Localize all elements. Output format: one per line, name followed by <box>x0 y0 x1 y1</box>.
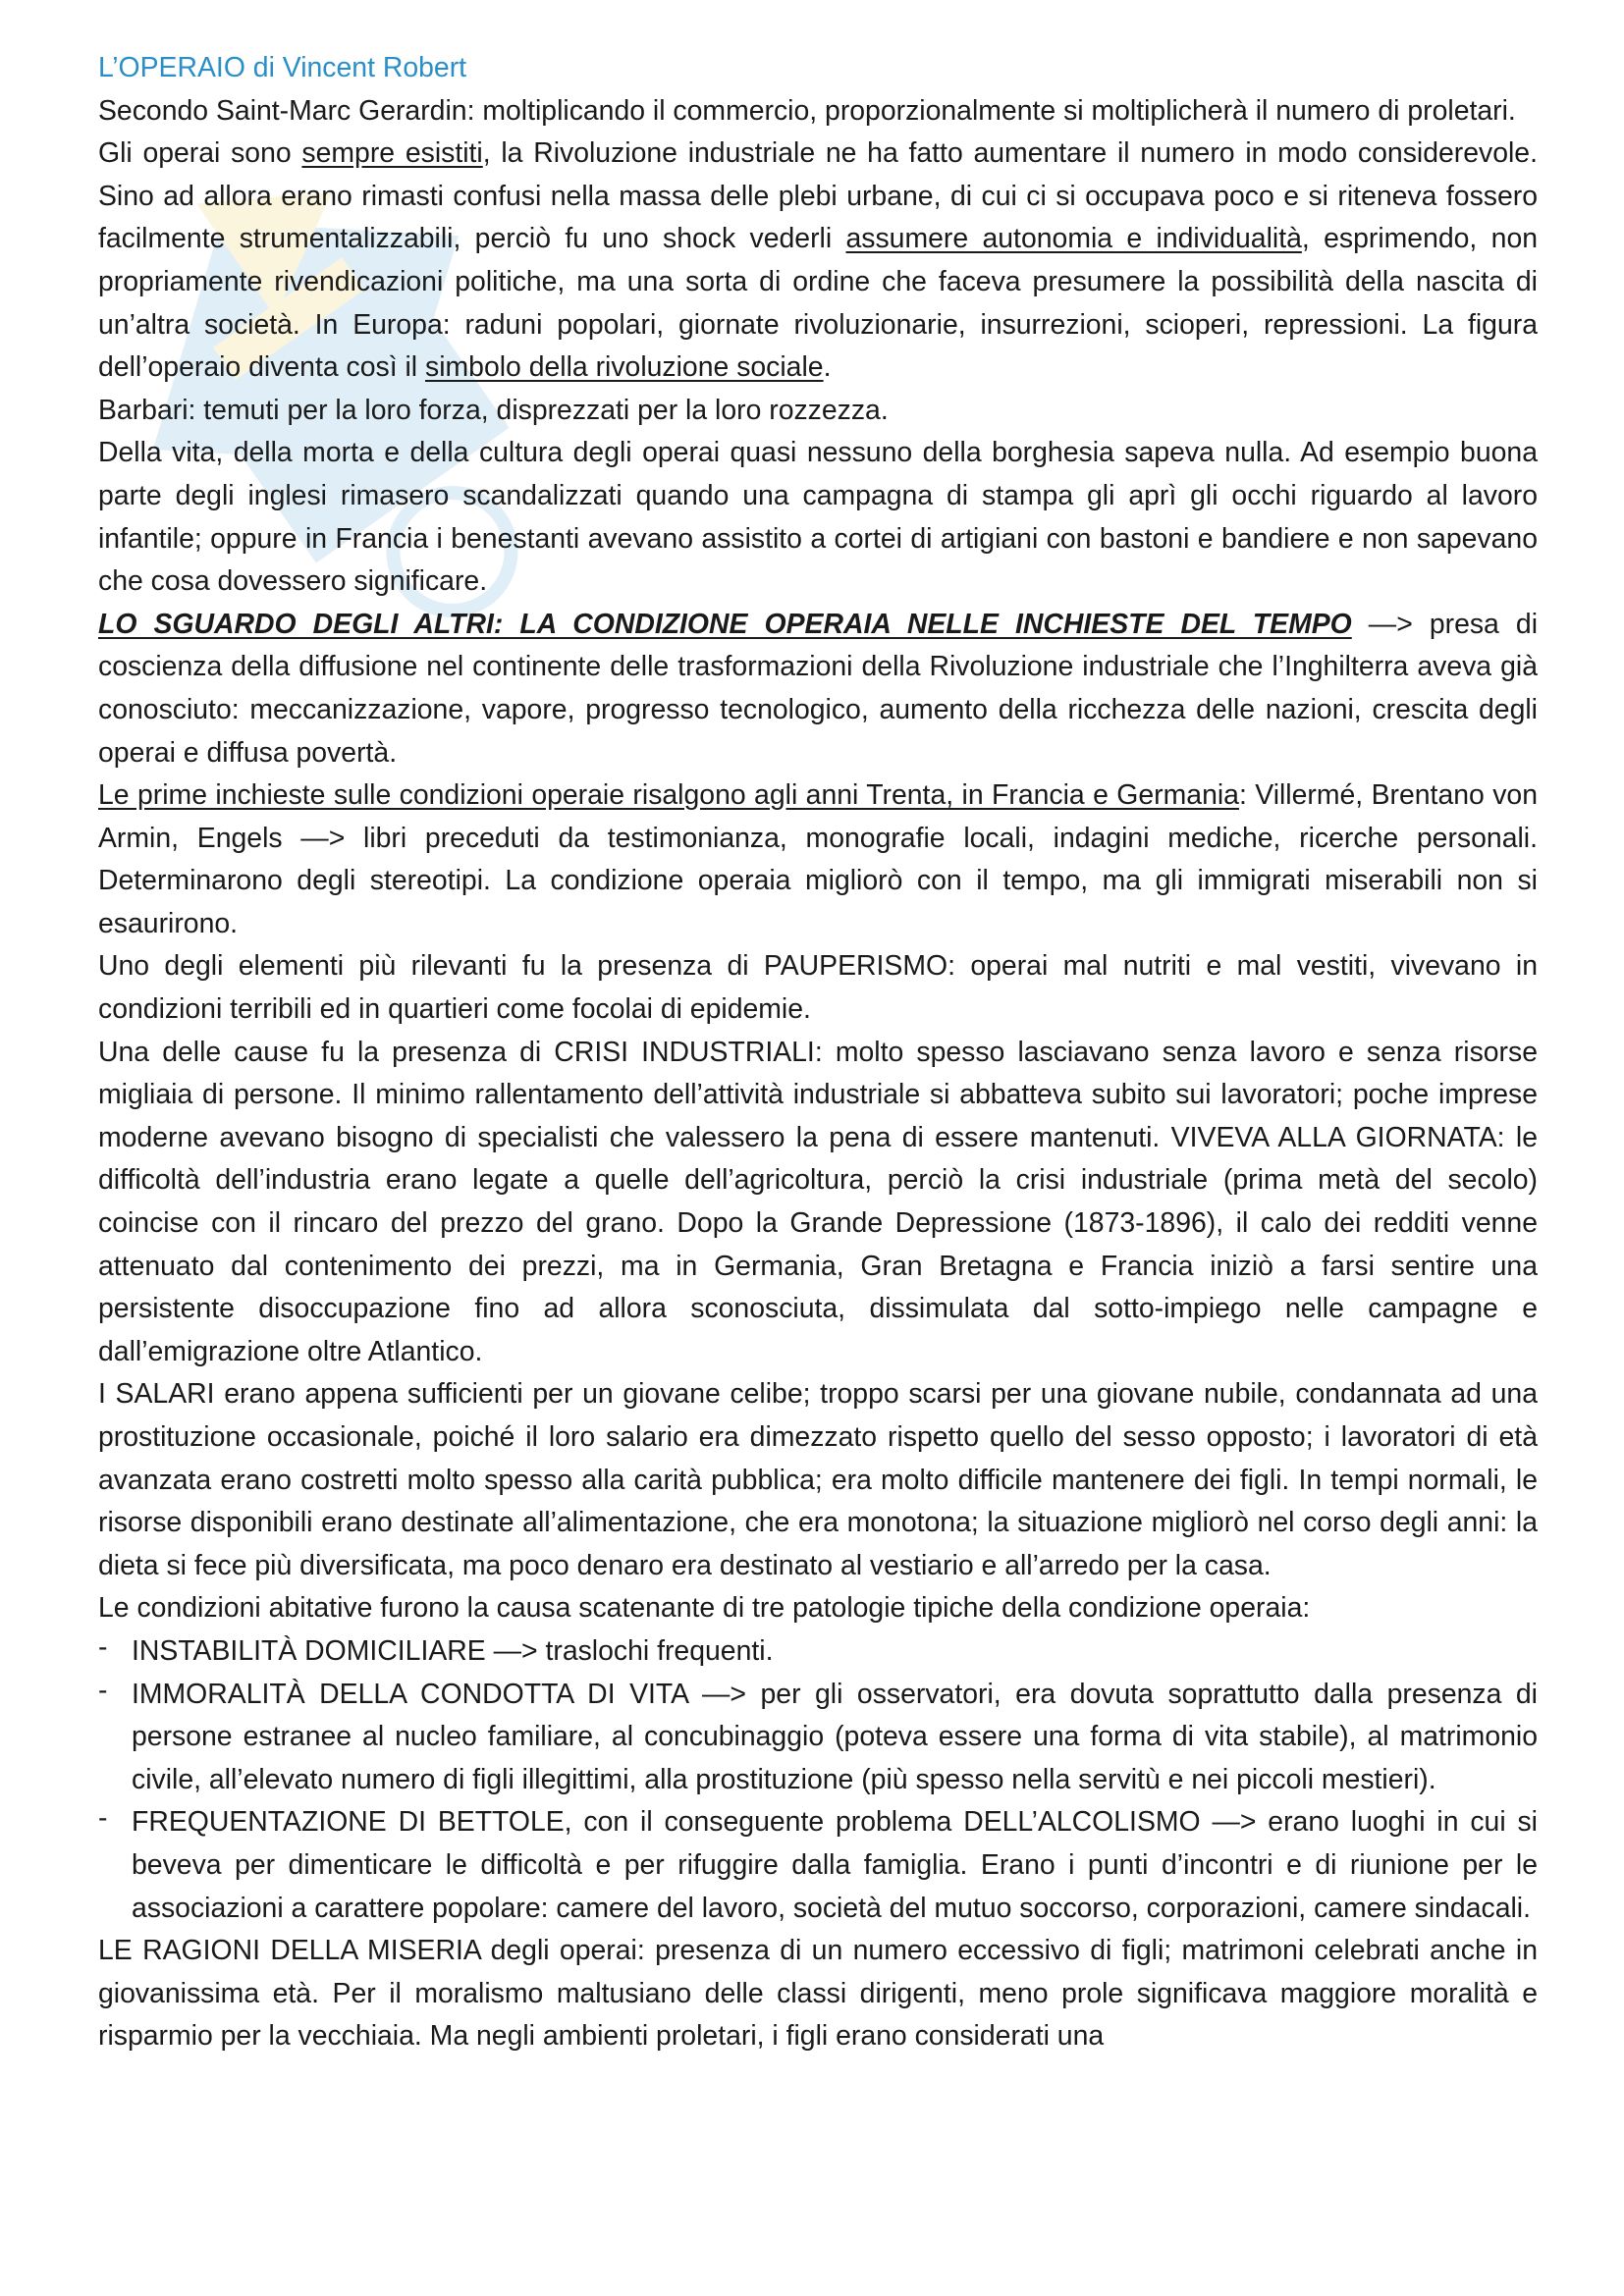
paragraph-8: Una delle cause fu la presenza di CRISI INDUSTRIALI: molto spesso lasciavano senza lavoro e senza risorse migliaia di persone. Il minimo rallentamento dell’attività industriale si abbatteva subito sui lavoratori; poche imprese moderne avevano bisogno di specialisti che valessero la pena di essere mantenuti. VIVEVA ALLA GIORNATA: le difficoltà dell’industria erano legate a quelle dell’agricoltura, perciò la crisi industriale (prima metà del secolo) coincise con il rincaro del prezzo del grano. Dopo la Grande Depressione (1873-1896), il calo dei redditi venne attenuato dal contenimento dei prezzi, ma in Germania, Gran Bretagna e Francia iniziò a farsi sentire una persistente disoccupazione fino ad allora sconosciuta, dissimulata dal sotto-impiego nelle campagne e dall’emigrazione oltre Atlantico. <box>98 1036 1538 1367</box>
pathology-list <box>98 1630 1538 1930</box>
section-heading: LO SGUARDO DEGLI ALTRI: LA CONDIZIONE OPERAIA NELLE INCHIESTE DEL TEMPO <box>98 608 1352 640</box>
list-item: - IMMORALITÀ DELLA CONDOTTA DI VITA —> per gli osservatori, era dovuta soprattutto dalla presenza di persone estranee al nucleo familiare, al concubinaggio (poteva essere una forma di vita stabile), al matrimonio civile, all’elevato numero di figli illegittimi, alla prostituzione (più spesso nella servitù e nei piccoli mestieri). <box>98 1674 1538 1802</box>
paragraph-6: Le prime inchieste sulle condizioni operaie risalgono agli anni Trenta, in Francia e Germania: Villermé, Brentano von Armin, Engels —> libri preceduti da testimonianza, monografie locali, indagini mediche, ricerche personali. Determinarono degli stereotipi. La condizione operaia migliorò con il tempo, ma gli immigrati miserabili non si esaurirono. <box>98 779 1539 939</box>
list-item: - FREQUENTAZIONE DI BETTOLE, con il conseguente problema DELL’ALCOLISMO —> erano luoghi in cui si beveva per dimenticare le difficoltà e per rifuggire dalla famiglia. Erano i punti d’incontri e di riunione per le associazioni a carattere popolare: camere del lavoro, società del mutuo soccorso, corporazioni, camere sindacali. <box>98 1801 1538 1930</box>
list-item: - INSTABILITÀ DOMICILIARE —> traslochi frequenti. <box>98 1630 1538 1674</box>
paragraph-2: Gli operai sono sempre esistiti, la Rivoluzione industriale ne ha fatto aumentare il numero in modo considerevole. Sino ad allora erano rimasti confusi nella massa delle plebi urbane, di cui ci si occupava poco e si riteneva fossero facilmente strumentalizzabili, perciò fu uno shock vederli assumere autonomia e individualità, esprimendo, non propriamente rivendicazioni politiche, ma una sorta di ordine che faceva presumere la possibilità della nascita di un’altra società. In Europa: raduni popolari, giornate rivoluzionarie, insurrezioni, scioperi, repressioni. La figura dell’operaio diventa così il simbolo della rivoluzione sociale. <box>98 137 1539 384</box>
paragraph-11: LE RAGIONI DELLA MISERIA degli operai: presenza di un numero eccessivo di figli; matrimoni celebrati anche in giovanissima età. Per il moralismo maltusiano delle classi dirigenti, meno prole significava maggiore moralità e risparmio per la vecchiaia. Ma negli ambienti proletari, i figli erano considerati una <box>98 1935 1538 2053</box>
paragraph-9: I SALARI erano appena sufficienti per un giovane celibe; troppo scarsi per una giovane nubile, condannata ad una prostituzione occasionale, poiché il loro salario era dimezzato rispetto quello del sesso opposto; i lavoratori di età avanzata erano costretti molto spesso alla carità pubblica; era molto difficile mantenere dei figli. In tempi normali, le risorse disponibili erano destinate all’alimentazione, che era monotona; la situazione migliorò nel corso degli anni: la dieta si fece più diversificata, ma poco denaro era destinato al vestiario e all’arredo per la casa. <box>98 1378 1538 1581</box>
paragraph-7: Uno degli elementi più rilevanti fu la presenza di PAUPERISMO: operai mal nutriti e mal vestiti, vivevano in condizioni terribili ed in quartieri come focolai di epidemie. <box>98 950 1538 1026</box>
paragraph-5: LO SGUARDO DEGLI ALTRI: LA CONDIZIONE OPERAIA NELLE INCHIESTE DEL TEMPO —> presa di coscienza della diffusione nel continente delle trasformazioni della Rivoluzione industriale che l’Inghilterra aveva già conosciuto: meccanizzazione, vapore, progresso tecnologico, aumento della ricchezza delle nazioni, crescita degli operai e diffusa povertà. <box>98 608 1539 769</box>
page-title: L’OPERAIO di Vincent Robert <box>98 52 467 83</box>
paragraph-10: Le condizioni abitative furono la causa scatenante di tre patologie tipiche della condizione operaia: <box>98 1592 1311 1625</box>
paragraph-3: Barbari: temuti per la loro forza, disprezzati per la loro rozzezza. <box>98 394 889 426</box>
paragraph-1: Secondo Saint-Marc Gerardin: moltiplicando il commercio, proporzionalmente si moltiplicherà il numero di proletari. <box>98 94 1516 127</box>
document-body <box>98 47 1538 2058</box>
paragraph-4: Della vita, della morta e della cultura degli operai quasi nessuno della borghesia sapeva nulla. Ad esempio buona parte degli inglesi rimasero scandalizzati quando una campagna di stampa gli aprì gli occhi riguardo al lavoro infantile; oppure in Francia i benestanti avevano assistito a cortei di artigiani con bastoni e bandiere e non sapevano che cosa dovessero significare. <box>98 437 1538 598</box>
